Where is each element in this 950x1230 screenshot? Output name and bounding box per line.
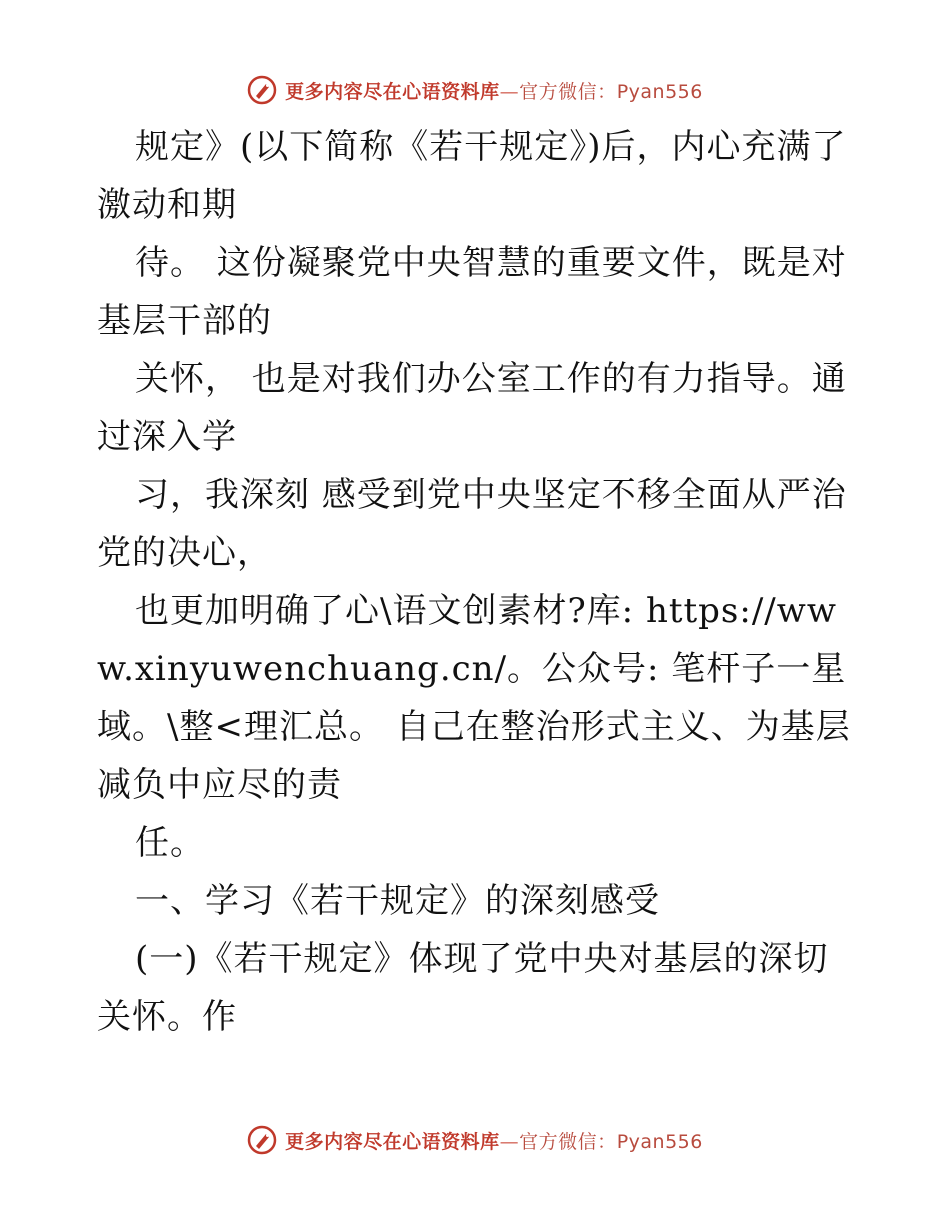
banner-contact-id: Pyan556 (616, 80, 703, 103)
paragraph: 关怀， 也是对我们办公室工作的有力指导。通过深入学 (97, 359, 847, 457)
banner-contact-id: Pyan556 (616, 1130, 703, 1153)
pen-nib-icon (247, 1125, 277, 1155)
banner-contact-label: 官方微信： (519, 1130, 617, 1153)
pen-nib-icon (247, 75, 277, 105)
banner-brand: 更多内容尽在心语资料库 (285, 1130, 500, 1153)
banner-separator: — (499, 1130, 520, 1153)
paragraph: 习，我深刻 感受到党中央坚定不移全面从严治党的决心， (97, 475, 847, 573)
banner-separator: — (499, 80, 520, 103)
section-heading: 一、学习《若干规定》的深刻感受 (135, 881, 660, 921)
banner-text (285, 1127, 703, 1154)
document-body (97, 118, 857, 1046)
banner-contact-label: 官方微信： (519, 80, 617, 103)
paragraph: 任。 (135, 823, 205, 863)
paragraph: 也更加明确了心\语文创素材?库: https://www.xinyuwenchuang.cn/。公众号: 笔杆子一星域。\整<理汇总。 自己在整治形式主义、为基层减负中应尽的责 (97, 591, 851, 805)
paragraph: 规定》(以下简称《若干规定》)后，内心充满了激动和期 (97, 127, 847, 225)
banner-brand: 更多内容尽在心语资料库 (285, 80, 500, 103)
footer-banner (0, 1120, 950, 1160)
header-banner (0, 70, 950, 110)
paragraph: 待。 这份凝聚党中央智慧的重要文件，既是对基层干部的 (97, 243, 847, 341)
paragraph: (一)《若干规定》体现了党中央对基层的深切关怀。作 (97, 939, 829, 1037)
banner-text (285, 77, 703, 104)
